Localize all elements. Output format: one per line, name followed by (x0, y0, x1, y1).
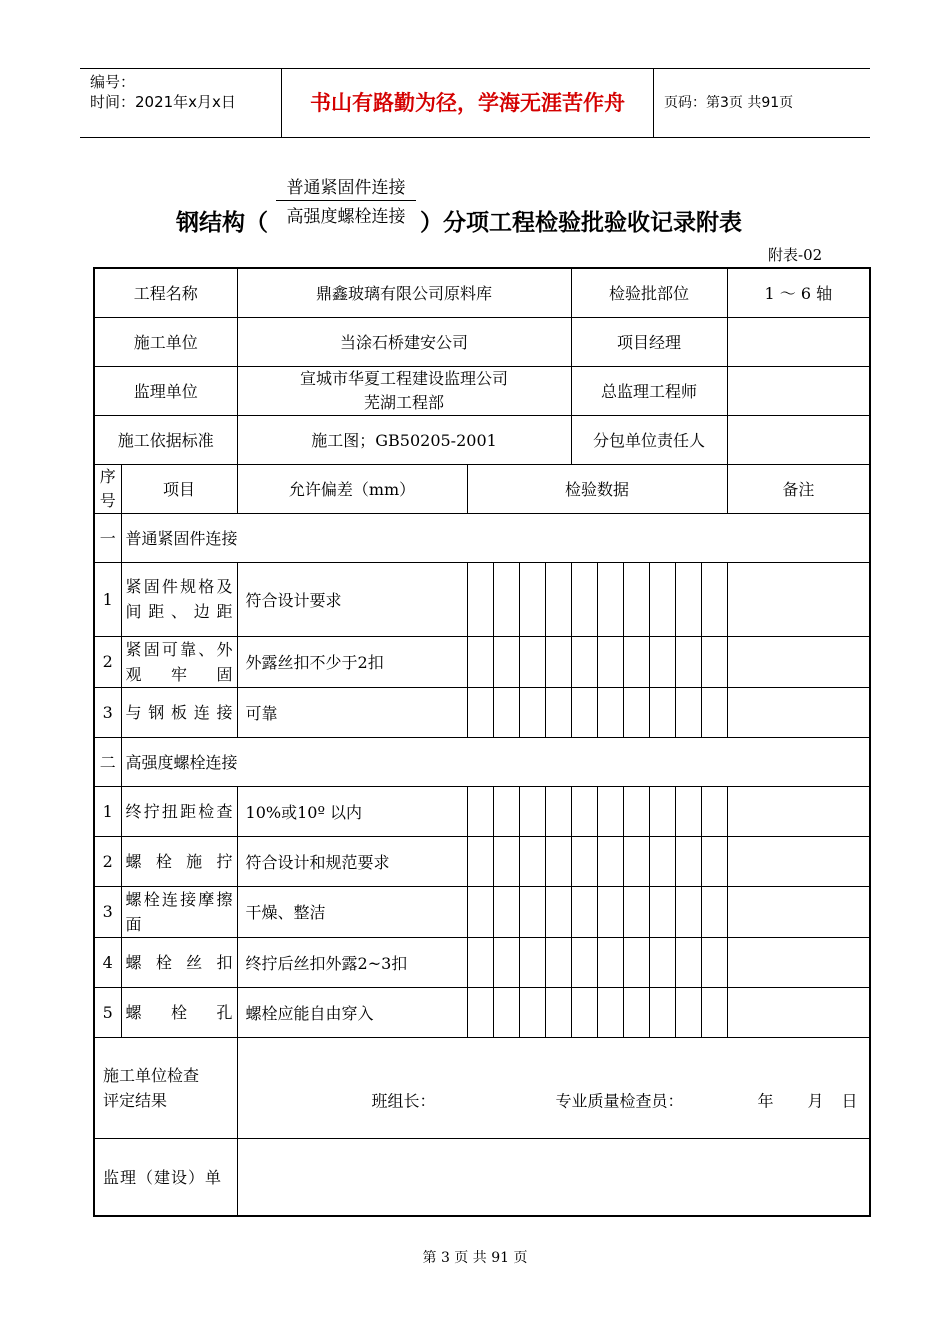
item-name: 与钢板连接 (121, 687, 237, 737)
title-options (276, 173, 416, 227)
data-cell[interactable] (545, 836, 571, 886)
col-seq-header: 序号 (94, 464, 121, 513)
supervision-unit-line2: 芜湖工程部 (364, 392, 445, 412)
data-cell[interactable] (519, 636, 545, 687)
section-title: 高强度螺栓连接 (121, 737, 870, 786)
item-tolerance: 干燥、整洁 (237, 886, 467, 937)
page-footer: 第 3 页 共 91 页 (422, 1250, 528, 1266)
appendix-label: 附表-02 (768, 246, 823, 264)
number-label: 编号： (90, 73, 136, 91)
data-cell[interactable] (623, 836, 649, 886)
date-year-label: 年 (757, 1091, 774, 1110)
data-cell[interactable] (675, 687, 701, 737)
section-seq: 二 (94, 737, 121, 786)
data-cell[interactable] (675, 636, 701, 687)
data-cell[interactable] (701, 786, 727, 836)
data-cell[interactable] (597, 636, 623, 687)
data-cell[interactable] (545, 886, 571, 937)
data-cell[interactable] (571, 636, 597, 687)
data-cell[interactable] (571, 562, 597, 636)
data-cell[interactable] (701, 987, 727, 1037)
remark-cell[interactable] (727, 937, 870, 987)
remark-cell[interactable] (727, 987, 870, 1037)
section-row (94, 513, 870, 562)
subcontract-label: 分包单位责任人 (571, 415, 727, 464)
data-cell[interactable] (623, 786, 649, 836)
header-meta (80, 69, 282, 137)
construction-check-label-line2: 评定结果 (103, 1090, 168, 1110)
data-cell[interactable] (493, 636, 519, 687)
data-cell[interactable] (649, 786, 675, 836)
time-label: 时间：2021年x月x日 (90, 93, 236, 111)
title-option-bottom: 高强度螺栓连接 (286, 207, 406, 227)
item-tolerance: 可靠 (237, 687, 467, 737)
item-row (94, 786, 870, 836)
item-seq: 3 (94, 886, 121, 937)
item-row (94, 562, 870, 636)
column-header-row (94, 464, 870, 513)
item-row (94, 836, 870, 886)
data-cell[interactable] (701, 562, 727, 636)
document-title (0, 170, 950, 240)
quality-inspector-label: 专业质量检查员： (555, 1091, 684, 1110)
data-cell[interactable] (493, 836, 519, 886)
item-seq: 1 (94, 786, 121, 836)
data-cell[interactable] (467, 786, 493, 836)
data-cell[interactable] (467, 562, 493, 636)
data-cell[interactable] (701, 836, 727, 886)
batch-part-value: 1 ～ 6 轴 (727, 268, 870, 317)
item-tolerance: 10%或10º 以内 (237, 786, 467, 836)
data-cell[interactable] (623, 687, 649, 737)
supervision-unit-label: 监理单位 (94, 366, 237, 415)
item-seq: 1 (94, 562, 121, 636)
col-data-header: 检验数据 (467, 464, 727, 513)
project-manager-label: 项目经理 (571, 317, 727, 366)
item-row (94, 886, 870, 937)
data-cell[interactable] (519, 937, 545, 987)
supervision-check-row (94, 1138, 870, 1216)
info-row-construction (94, 317, 870, 366)
remark-cell[interactable] (727, 636, 870, 687)
page-header (80, 68, 870, 138)
item-name: 紧固件规格及间距、边距 (121, 562, 237, 636)
construction-unit-value: 当涂石桥建安公司 (237, 317, 571, 366)
supervision-unit-value (237, 366, 571, 415)
date-month-label: 月 (807, 1091, 824, 1110)
info-row-supervision (94, 366, 870, 415)
item-name: 螺栓丝扣 (121, 937, 237, 987)
data-cell[interactable] (467, 687, 493, 737)
data-cell[interactable] (519, 987, 545, 1037)
data-cell[interactable] (649, 987, 675, 1037)
remark-cell[interactable] (727, 562, 870, 636)
data-cell[interactable] (623, 562, 649, 636)
item-seq: 3 (94, 687, 121, 737)
data-cell[interactable] (493, 562, 519, 636)
inspection-table (93, 267, 871, 1217)
col-tolerance-header: 允许偏差（mm） (237, 464, 467, 513)
data-cell[interactable] (493, 886, 519, 937)
data-cell[interactable] (545, 987, 571, 1037)
construction-check-label-line1: 施工单位检查 (103, 1065, 200, 1085)
standard-value: 施工图；GB50205-2001 (237, 415, 571, 464)
data-cell[interactable] (571, 687, 597, 737)
data-cell[interactable] (675, 836, 701, 886)
item-tolerance: 终拧后丝扣外露2~3扣 (237, 937, 467, 987)
data-cell[interactable] (701, 886, 727, 937)
data-cell[interactable] (545, 937, 571, 987)
construction-check-label (94, 1037, 237, 1138)
data-cell[interactable] (519, 562, 545, 636)
data-cell[interactable] (467, 636, 493, 687)
data-cell[interactable] (545, 786, 571, 836)
col-remark-header: 备注 (727, 464, 870, 513)
construction-check-signline (238, 1050, 870, 1150)
data-cell[interactable] (519, 786, 545, 836)
title-option-divider (276, 200, 416, 201)
header-page-info: 页码：第3页 共91页 (664, 95, 794, 111)
standard-label: 施工依据标准 (94, 415, 237, 464)
data-cell[interactable] (467, 987, 493, 1037)
data-cell[interactable] (701, 636, 727, 687)
data-cell[interactable] (675, 562, 701, 636)
item-row (94, 636, 870, 687)
data-cell[interactable] (649, 687, 675, 737)
data-cell[interactable] (597, 562, 623, 636)
item-seq: 2 (94, 636, 121, 687)
data-cell[interactable] (623, 636, 649, 687)
data-cell[interactable] (545, 687, 571, 737)
remark-cell[interactable] (727, 836, 870, 886)
data-cell[interactable] (623, 886, 649, 937)
construction-unit-label: 施工单位 (94, 317, 237, 366)
data-cell[interactable] (493, 987, 519, 1037)
date-day-label: 日 (841, 1091, 858, 1110)
info-row-project (94, 268, 870, 317)
item-seq: 4 (94, 937, 121, 987)
item-name: 终拧扭距检查 (121, 786, 237, 836)
data-cell[interactable] (597, 937, 623, 987)
data-cell[interactable] (597, 786, 623, 836)
data-cell[interactable] (701, 687, 727, 737)
data-cell[interactable] (649, 562, 675, 636)
data-cell[interactable] (597, 836, 623, 886)
data-cell[interactable] (675, 786, 701, 836)
data-cell[interactable] (623, 937, 649, 987)
item-tolerance: 螺栓应能自由穿入 (237, 987, 467, 1037)
item-seq: 5 (94, 987, 121, 1037)
data-cell[interactable] (675, 987, 701, 1037)
data-cell[interactable] (649, 937, 675, 987)
data-cell[interactable] (493, 687, 519, 737)
data-cell[interactable] (649, 886, 675, 937)
data-cell[interactable] (467, 836, 493, 886)
data-cell[interactable] (545, 636, 571, 687)
item-name: 螺栓连接摩擦面 (121, 886, 237, 937)
data-cell[interactable] (675, 886, 701, 937)
data-cell[interactable] (571, 886, 597, 937)
item-name: 螺栓孔 (121, 987, 237, 1037)
item-seq: 2 (94, 836, 121, 886)
data-cell[interactable] (571, 836, 597, 886)
data-cell[interactable] (571, 987, 597, 1037)
data-cell[interactable] (571, 937, 597, 987)
data-cell[interactable] (701, 937, 727, 987)
data-cell[interactable] (571, 786, 597, 836)
item-name: 紧固可靠、外观牢固 (121, 636, 237, 687)
remark-cell[interactable] (727, 786, 870, 836)
data-cell[interactable] (597, 886, 623, 937)
item-row (94, 937, 870, 987)
data-cell[interactable] (467, 937, 493, 987)
item-tolerance: 符合设计和规范要求 (237, 836, 467, 886)
supervision-check-label: 监理（建设）单 (94, 1138, 237, 1216)
col-item-header: 项目 (121, 464, 237, 513)
data-cell[interactable] (493, 786, 519, 836)
data-cell[interactable] (675, 937, 701, 987)
data-cell[interactable] (597, 687, 623, 737)
chief-supervisor-value (727, 366, 870, 415)
supervision-unit-line1: 宣城市华夏工程建设监理公司 (300, 368, 509, 388)
info-row-standard (94, 415, 870, 464)
item-tolerance: 符合设计要求 (237, 562, 467, 636)
section-title: 普通紧固件连接 (121, 513, 870, 562)
supervision-check-sign-area[interactable] (237, 1138, 870, 1216)
chief-supervisor-label: 总监理工程师 (571, 366, 727, 415)
item-row (94, 987, 870, 1037)
project-name-label: 工程名称 (94, 268, 237, 317)
title-prefix: 钢结构（ (176, 210, 268, 236)
batch-part-label: 检验批部位 (571, 268, 727, 317)
construction-check-sign-area[interactable] (237, 1037, 870, 1138)
subcontract-value (727, 415, 870, 464)
data-cell[interactable] (467, 886, 493, 937)
project-manager-value (727, 317, 870, 366)
data-cell[interactable] (649, 636, 675, 687)
remark-cell[interactable] (727, 886, 870, 937)
header-motto: 书山有路勤为径，学海无涯苦作舟 (282, 69, 654, 137)
item-name: 螺栓施拧 (121, 836, 237, 886)
item-row (94, 687, 870, 737)
data-cell[interactable] (493, 937, 519, 987)
item-tolerance: 外露丝扣不少于2扣 (237, 636, 467, 687)
remark-cell[interactable] (727, 687, 870, 737)
construction-check-row (94, 1037, 870, 1138)
data-cell[interactable] (519, 836, 545, 886)
data-cell[interactable] (649, 836, 675, 886)
section-row (94, 737, 870, 786)
data-cell[interactable] (519, 886, 545, 937)
data-cell[interactable] (545, 562, 571, 636)
data-cell[interactable] (623, 987, 649, 1037)
data-cell[interactable] (597, 987, 623, 1037)
data-cell[interactable] (519, 687, 545, 737)
title-suffix: ）分项工程检验批验收记录附表 (420, 210, 742, 236)
section-seq: 一 (94, 513, 121, 562)
title-option-top: 普通紧固件连接 (286, 178, 406, 198)
team-leader-label: 班组长： (371, 1091, 436, 1110)
project-name-value: 鼎鑫玻璃有限公司原料库 (237, 268, 571, 317)
